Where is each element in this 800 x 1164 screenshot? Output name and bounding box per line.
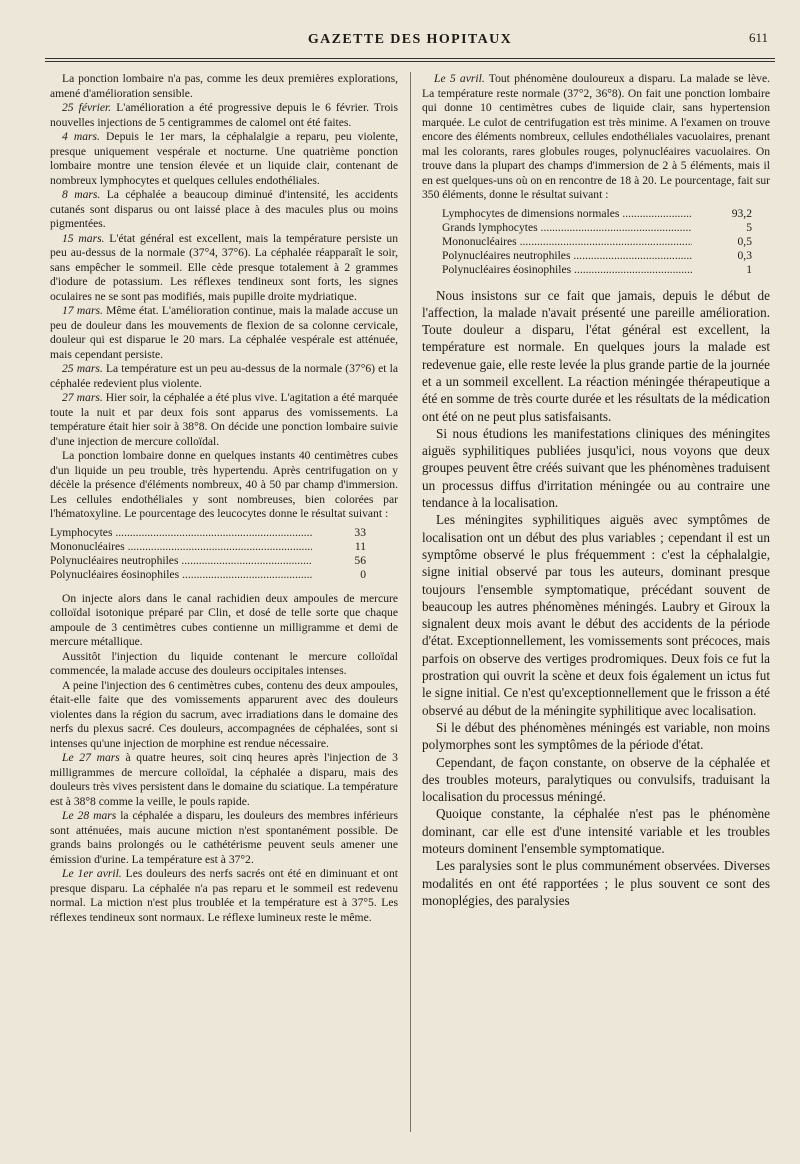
paragraph: 17 mars. Même état. L'amélioration continue, mais la malade accuse un peu de douleur dans les mouvements de flexion de sa colonne cervicale, douleur qui est disparue le 20 mars. La céphalée vespérale est atténuée, mais cependant persiste. xyxy=(50,304,398,361)
paragraph: Si le début des phénomènes méningés est variable, non moins polymorphes sont les symptômes de la période d'état. xyxy=(422,719,770,753)
cell-value: 1 xyxy=(746,262,752,276)
cell-label: Lymphocytes ..... xyxy=(50,526,312,539)
cell-value: 0 xyxy=(360,567,366,581)
paragraph: Les méningites syphilitiques aiguës avec symptômes de localisation ont un début des plus variables ; cependant il est un symptôme observé le plus fréquemment : c'est la céphalalgie, signe initial observé par tous les auteurs, dominant presque toujours l'ensemble symptomatique, précédant souvent de beaucoup les autres phénomènes méningés. Laubry et Giroux la signalent deux mois avant le début des accidents de la période d'état. Exceptionnellement, les vomissements sont précoces, mais parfois on observe des vertiges prodromiques. Deux fois ce fut la prostration qui ouvrit la scène et deux fois également un ictus fut le signe initial. Ce n'est qu'exceptionnellement que le frisson a été observé au début de la méningite syphilitique avec localisation. xyxy=(422,512,770,718)
cell-value: 0,5 xyxy=(737,234,752,248)
date-label: 4 mars. xyxy=(62,130,100,143)
table-row xyxy=(50,568,366,582)
paragraph: Quoique constante, la céphalée n'est pas le phénomène dominant, car elle est d'une intensité variable et les troubles moteurs dominent l'ensemble symptomatique. xyxy=(422,806,770,856)
paragraph: Le 5 avril. Tout phénomène douloureux a disparu. La malade se lève. La température reste normale (37°2, 36°8). On fait une ponction lombaire qui donne 10 centimètres cubes de liquide clair, sans hypertension marquée. Le culot de centrifugation est très minime. A l'examen on trouve encore des éléments nombreux, cellules endothéliales vacuolaires, prenant mal les colorants, rares globules rouges, polynucléaires vacuolaires. On trouve dans la plupart des champs d'immersion de 2 à 5 éléments, mais il en est quelques-uns où on en rencontre de 18 à 20. Le pourcentage, fait sur 350 éléments, donne le résultat suivant : xyxy=(422,72,771,201)
date-label: Le 28 mars xyxy=(62,809,117,822)
paragraph: La ponction lombaire n'a pas, comme les deux premières explorations, amené d'amélioration sensible. xyxy=(50,72,398,100)
left-column xyxy=(50,72,398,925)
date-label: Le 5 avril. xyxy=(434,72,485,85)
date-label: 27 mars. xyxy=(62,391,103,404)
page-header xyxy=(50,30,770,60)
column-divider xyxy=(410,72,411,1132)
table-row xyxy=(422,249,752,263)
paragraph: Le 1er avril. Les douleurs des nerfs sacrés ont été en diminuant et ont presque disparu. La céphalée n'a pas reparu et le sommeil est redevenu normal. La miction n'est plus troublée et la température est à 37°5. Les réflexes tendineux sont normaux. Le réflexe lumineux reste le même. xyxy=(50,867,398,924)
journal-title: GAZETTE DES HOPITAUX xyxy=(307,32,513,47)
table-row xyxy=(50,526,366,540)
date-label: Le 1er avril. xyxy=(62,867,122,880)
table-row xyxy=(422,235,752,249)
paragraph: 8 mars. La céphalée a beaucoup diminué d'intensité, les accidents cutanés sont disparus ou ont laissé place à des macules plus ou moins pigmentées. xyxy=(50,188,398,230)
paragraph: Le 28 mars la céphalée a disparu, les douleurs des membres inférieurs sont atténuées, mais aucune miction n'est spontanément possible. De grands bains prolongés ou le cathétérisme peuvent seuls amener une émission d'urine. La température est à 37°2. xyxy=(50,809,398,866)
paragraph: Les paralysies sont le plus communément observées. Diverses modalités en ont été rapportées ; le plus souvent ce sont des monoplégies, des paralysies xyxy=(422,858,770,908)
cell-value: 56 xyxy=(354,553,366,567)
table-row xyxy=(422,221,752,235)
leukocyte-table xyxy=(422,207,752,277)
right-column xyxy=(422,72,770,909)
cell-value: 0,3 xyxy=(737,248,752,262)
cell-value: 33 xyxy=(354,525,366,539)
cell-label: Polynucléaires éosinophiles ..... xyxy=(50,568,312,581)
paragraph: La ponction lombaire donne en quelques instants 40 centimètres cubes d'un liquide un peu trouble, très hypertendu. Après centrifugation on y décèle la présence d'éléments nombreux, 40 à 50 par champ d'immersion. Les cellules endothéliales y sont nombreuses, bien colorées par l'hématoxyline. Le pourcentage des leucocytes donne le résultat suivant : xyxy=(50,449,398,520)
paragraph: Si nous étudions les manifestations cliniques des méningites aiguës syphilitiques publiées jusqu'ici, nous voyons que deux groupes peuvent être créés suivant que les phénomènes traduisent un processus diffus d'irritation méningée ou au contraire une tendance à la localisation. xyxy=(422,425,770,511)
paragraph: On injecte alors dans le canal rachidien deux ampoules de mercure colloïdal isotonique préparé par Clin, et dosé de telle sorte que chaque ampoule de 3 centimètres cubes contienne un milligramme et demi de mercure métallique. xyxy=(50,591,398,648)
cell-label: Mononucléaires ..... xyxy=(50,540,312,553)
cell-label: Polynucléaires neutrophiles ..... xyxy=(50,554,312,567)
date-label: 25 février. xyxy=(62,101,112,114)
date-label: 17 mars. xyxy=(62,304,103,317)
paragraph: 4 mars. Depuis le 1er mars, la céphalalgie a reparu, peu violente, presque uniquement vespérale et nocturne. Une quatrième ponction lombaire montre une tension élevée et un liquide clair, contenant de nombreux lymphocytes et quelques cellules endothéliales. xyxy=(50,130,398,187)
leukocyte-table xyxy=(50,526,366,582)
cell-value: 93,2 xyxy=(731,206,752,220)
header-rule-double xyxy=(45,61,775,62)
date-label: 8 mars. xyxy=(62,188,101,201)
cell-value: 11 xyxy=(354,539,366,553)
table-row xyxy=(50,540,366,554)
page-number: 611 xyxy=(748,30,768,45)
table-row xyxy=(50,554,366,568)
paragraph: Cependant, de façon constante, on observe de la céphalée et des troubles moteurs, paralytiques ou convulsifs, traduisant la localisation du processus méningé. xyxy=(422,754,770,805)
paragraph: Aussitôt l'injection du liquide contenant le mercure colloïdal commencée, la malade accuse des douleurs occipitales intenses. xyxy=(50,649,398,677)
paragraph: A peine l'injection des 6 centimètres cubes, contenu des deux ampoules, était-elle faite que des vomissements apparurent avec des douleurs violentes dans la région du sacrum, avec irradiations dans le domaine des nerfs du plexus sacré. Ces douleurs, accompagnées de céphalées, sont si intenses qu'une injection de morphine est rendue nécessaire. xyxy=(50,678,398,750)
date-label: 25 mars. xyxy=(62,362,103,375)
table-row xyxy=(422,263,752,277)
paragraph: 15 mars. L'état général est excellent, mais la température persiste un peu au-dessus de la normale (37°4, 37°6). La céphalée réapparaît le soir, sans empêcher le sommeil. Elle cède presque totalement à 2 grammes d'iodure de potassium. Les réflexes tendineux sont forts, les signes oculaires ne se sont pas modifiés, mais pupille droite mydriatique. xyxy=(50,231,398,303)
paragraph: Le 27 mars à quatre heures, soit cinq heures après l'injection de 3 milligrammes de mercure colloïdal, la céphalée a disparu, mais des douleurs très vives persistent dans le domaine du sciatique. La température est à 38°8 comme la veille, le pouls rapide. xyxy=(50,751,398,808)
discussion-text xyxy=(422,287,770,910)
paragraph: 25 février. L'amélioration a été progressive depuis le 6 février. Trois nouvelles injections de 5 centigrammes de calomel ont été faites. xyxy=(50,101,398,129)
cell-label: Mononucléaires ..... xyxy=(442,235,692,248)
cell-label: Grands lymphocytes ..... xyxy=(442,221,692,234)
date-label: Le 27 mars xyxy=(62,751,120,764)
paragraph: Nous insistons sur ce fait que jamais, depuis le début de l'affection, la malade n'avait présenté une pareille amélioration. Toute douleur a disparu, l'état général est excellent, la température est normale. En quelques jours la malade est redevenue gaie, elle reste levée la plus grande partie de la journée et a un sommeil excellent. La réaction méningée thérapeutique a été en somme de très courte durée et les résultats de la médication ont été on ne peut plus satisfaisants. xyxy=(422,287,770,424)
paragraph: 27 mars. Hier soir, la céphalée a été plus vive. L'agitation a été marquée toute la nuit et par deux fois sont apparus des vomissements. La température était hier soir à 38°8. On décide une ponction lombaire suivie d'une injection de mercure colloïdal. xyxy=(50,391,398,448)
cell-label: Polynucléaires neutrophiles ..... xyxy=(442,249,692,262)
header-rule xyxy=(45,58,775,59)
date-label: 15 mars. xyxy=(62,231,105,245)
cell-label: Polynucléaires éosinophiles ..... xyxy=(442,263,692,276)
cell-label: Lymphocytes de dimensions normales ..... xyxy=(442,207,692,220)
paragraph: 25 mars. La température est un peu au-dessus de la normale (37°6) et la céphalée redevient plus violente. xyxy=(50,362,398,390)
cell-value: 5 xyxy=(746,220,752,234)
table-row xyxy=(422,207,752,221)
